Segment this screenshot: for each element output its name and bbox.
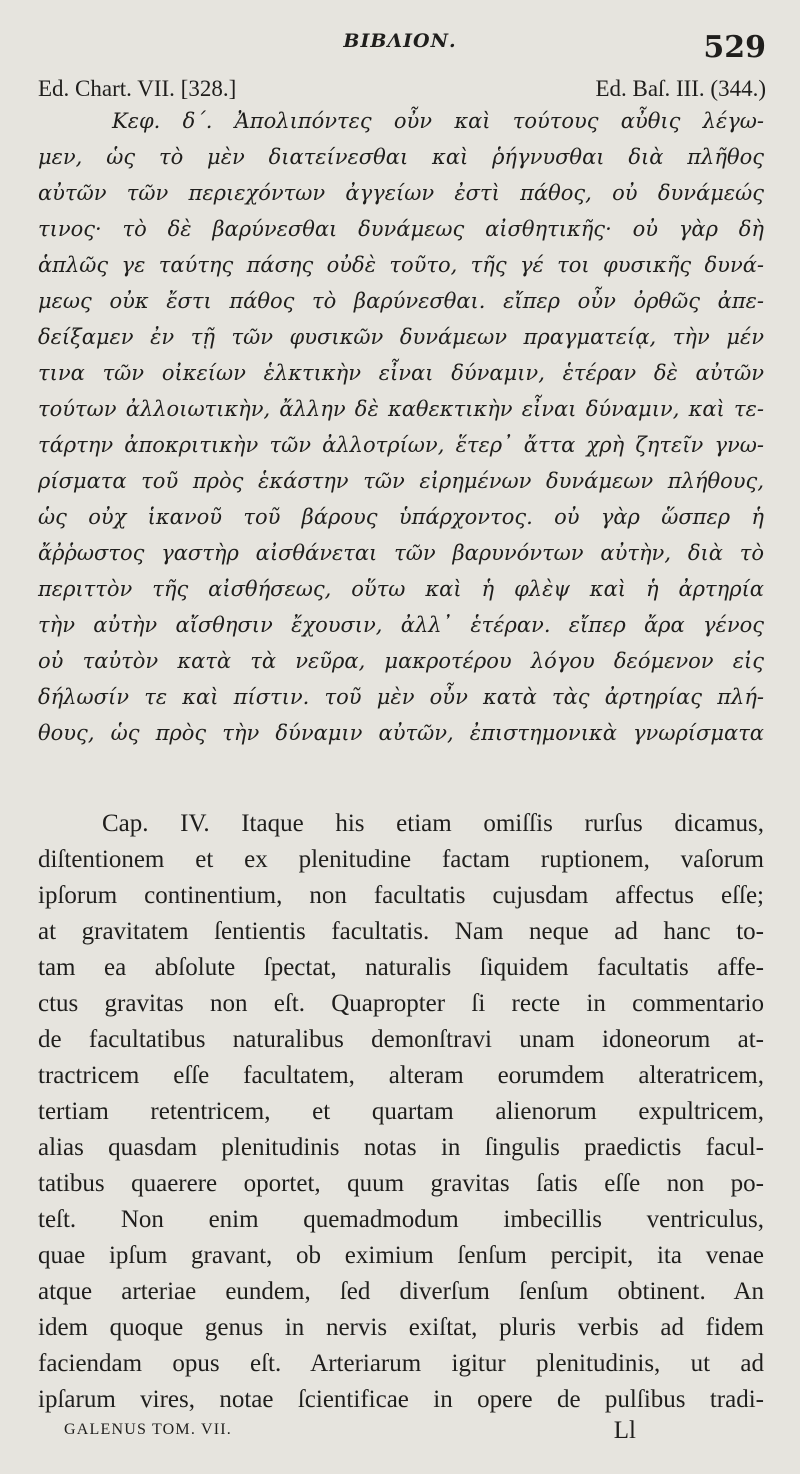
latin-line: de facultatibus naturalibus demonſtravi unam idoneorum at- (38, 1026, 764, 1053)
page-number: 529 (703, 30, 766, 65)
greek-line: τινα τῶν οἰκείων ἑλκτικὴν εἶναι δύναμιν, ἑτέραν δὲ αὐτῶν (38, 361, 764, 385)
greek-line: ἄῤῥωστος γαστὴρ αἰσθάνεται τῶν βαρυνόντων αὐτὴν, διὰ τὸ (38, 541, 764, 565)
latin-line: ipſarum vires, notae ſcientificae in opere de pulſibus tradi- (38, 1386, 764, 1413)
greek-line: θους, ὡς πρὸς τὴν δύναμιν αὐτῶν, ἐπιστημονικὰ γνωρίσματα (38, 721, 764, 745)
latin-line: faciendam opus eſt. Arteriarum igitur plenitudinis, ut ad (38, 1350, 764, 1377)
greek-line: τὴν αὐτὴν αἴσθησιν ἔχουσιν, ἀλλ᾽ ἑτέραν. εἴπερ ἄρα γένος (38, 613, 764, 637)
latin-line: alias quasdam plenitudinis notas in ſingulis praedictis facul- (38, 1134, 764, 1161)
edition-reference-left: Ed. Chart. VII. [328.] (38, 76, 237, 101)
latin-line: at gravitatem ſentientis facultatis. Nam neque ad hanc to- (38, 918, 764, 945)
greek-line: περιττὸν τῆς αἰσθήσεως, οὕτω καὶ ἡ φλὲψ καὶ ἡ ἀρτηρία (38, 577, 764, 601)
greek-line: μεν, ὡς τὸ μὲν διατείνεσθαι καὶ ῥήγνυσθαι διὰ πλῆθος (38, 145, 764, 169)
greek-line: τινος· τὸ δὲ βαρύνεσθαι δυνάμεως αἰσθητικῆς· οὐ γὰρ δὴ (38, 217, 764, 241)
latin-line: quae ipſum gravant, ob eximium ſenſum percipit, ita venae (38, 1242, 764, 1269)
greek-line: ὡς οὐχ ἱκανοῦ τοῦ βάρους ὑπάρχοντος. οὐ γὰρ ὥσπερ ἡ (38, 505, 764, 529)
greek-line: οὐ ταὐτὸν κατὰ τὰ νεῦρα, μακροτέρου λόγου δεόμενον εἰς (38, 649, 764, 673)
latin-line: Cap. IV. Itaque his etiam omiſſis rurſus dicamus, (102, 810, 764, 837)
greek-line: τούτων ἀλλοιωτικὴν, ἄλλην δὲ καθεκτικὴν εἶναι δύναμιν, καὶ τε- (38, 397, 764, 421)
latin-text-block (38, 806, 764, 1418)
latin-line: idem quoque genus in nervis exiſtat, pluris verbis ad fidem (38, 1314, 764, 1341)
greek-line: δήλωσίν τε καὶ πίστιν. τοῦ μὲν οὖν κατὰ τὰς ἀρτηρίας πλή- (38, 685, 764, 709)
latin-line: teſt. Non enim quemadmodum imbecillis ventriculus, (38, 1206, 764, 1233)
greek-text-block (38, 103, 764, 751)
latin-line: diſtentionem et ex plenitudine factam ruptionem, vaſorum (38, 846, 764, 873)
page-footer (64, 1417, 636, 1447)
greek-line: αὐτῶν τῶν περιεχόντων ἀγγείων ἐστὶ πάθος, οὐ δυνάμεώς (38, 181, 764, 205)
edition-reference-right: Ed. Baſ. III. (344.) (595, 76, 766, 101)
latin-line: tam ea abſolute ſpectat, naturalis ſiquidem facultatis affe- (38, 954, 764, 981)
latin-line: tatibus quaerere oportet, quum gravitas ſatis eſſe non po- (38, 1170, 764, 1197)
footer-signature-mark: Ll (613, 1417, 636, 1444)
greek-line: δείξαμεν ἐν τῇ τῶν φυσικῶν δυνάμεων πραγματείᾳ, τὴν μέν (38, 325, 764, 349)
edition-reference-line (38, 76, 766, 102)
running-title: ΒΙΒΛΙΟΝ. (343, 30, 457, 52)
footer-volume-label: GALENUS TOM. VII. (64, 1421, 232, 1438)
latin-line: ctus gravitas non eſt. Quapropter ſi recte in commentario (38, 990, 764, 1017)
greek-line: Κεφ. δ΄. Ἀπολιπόντες οὖν καὶ τούτους αὖθις λέγω- (112, 109, 764, 133)
latin-line: tractricem eſſe facultatem, alteram eorumdem alteratricem, (38, 1062, 764, 1089)
greek-line: τάρτην ἀποκριτικὴν τῶν ἀλλοτρίων, ἕτερ᾽ ἄττα χρὴ ζητεῖν γνω- (38, 433, 764, 457)
latin-line: tertiam retentricem, et quartam alienorum expultricem, (38, 1098, 764, 1125)
greek-line: ρίσματα τοῦ πρὸς ἑκάστην τῶν εἰρημένων δυνάμεων πλήθους, (38, 469, 764, 493)
greek-line: ἁπλῶς γε ταύτης πάσης οὐδὲ τοῦτο, τῆς γέ τοι φυσικῆς δυνά- (38, 253, 764, 277)
latin-line: ipſorum continentium, non facultatis cujusdam affectus eſſe; (38, 882, 764, 909)
greek-line: μεως οὐκ ἔστι πάθος τὸ βαρύνεσθαι. εἴπερ οὖν ὀρθῶς ἀπε- (38, 289, 764, 313)
latin-line: atque arteriae eundem, ſed diverſum ſenſum obtinent. An (38, 1278, 764, 1305)
